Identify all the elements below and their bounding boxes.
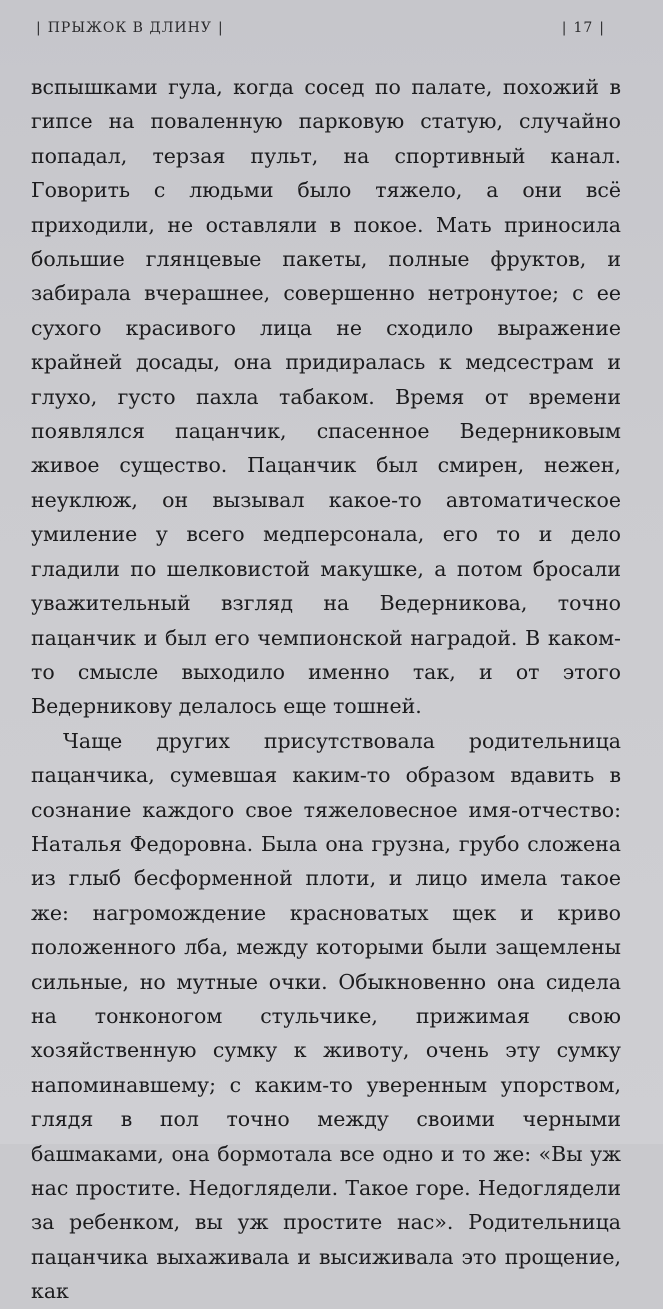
running-title-block: | ПРЫЖОК В ДЛИНУ | bbox=[36, 20, 224, 36]
body-text bbox=[31, 70, 621, 1309]
paragraph-1: вспышками гула, когда сосед по палате, похожий в гипсе на поваленную парковую статую, случайно попадал, терзая пульт, на спортивный канал. Говорить с людьми было тяжело, а они всё приходили, не оставляли в покое. Мать приносила большие глянцевые пакеты, полные фруктов, и забирала вчерашнее, совершенно нетронутое; с ее сухого красивого лица не сходило выражение крайней досады, она придиралась к медсестрам и глухо, густо пахла табаком. Время от времени появлялся пацанчик, спасенное Ведерниковым живое существо. Пацанчик был смирен, нежен, неуклюж, он вызывал какое-то автоматическое умиление у всего медперсонала, его то и дело гладили по шелковистой макушке, а потом бросали уважительный взгляд на Ведерникова, точно пацанчик и был его чемпионской наградой. В каком-то смысле выходило именно так, и от этого Ведерникову делалось еще тошней. bbox=[31, 75, 621, 719]
page-number: 17 bbox=[573, 20, 594, 36]
page-number-block: | 17 | bbox=[561, 20, 605, 36]
running-title: ПРЫЖОК В ДЛИНУ bbox=[47, 20, 212, 36]
running-head bbox=[30, 20, 611, 46]
paragraph-2: Чаще других присутствовала родительница пацанчика, сумевшая каким-то образом вдавить в сознание каждого свое тяжеловесное имя-отчество: Наталья Федоровна. Была она грузна, грубо сложена из глыб бесформенной плоти, и лицо имела такое же: нагромождение красноватых щек и криво положенного лба, между которыми были защемлены сильные, но мутные очки. Обыкновенно она сидела на тонконогом стульчике, прижимая свою хозяйственную сумку к животу, очень эту сумку напоминавшему; с каким-то уверенным упорством, глядя в пол точно между своими черными башмаками, она бормотала все одно и то же: «Вы уж нас простите. Недоглядели. Такое горе. Недоглядели за ребенком, вы уж простите нас». Родительница пацанчика выхаживала и высиживала это прощение, как bbox=[31, 728, 621, 1304]
